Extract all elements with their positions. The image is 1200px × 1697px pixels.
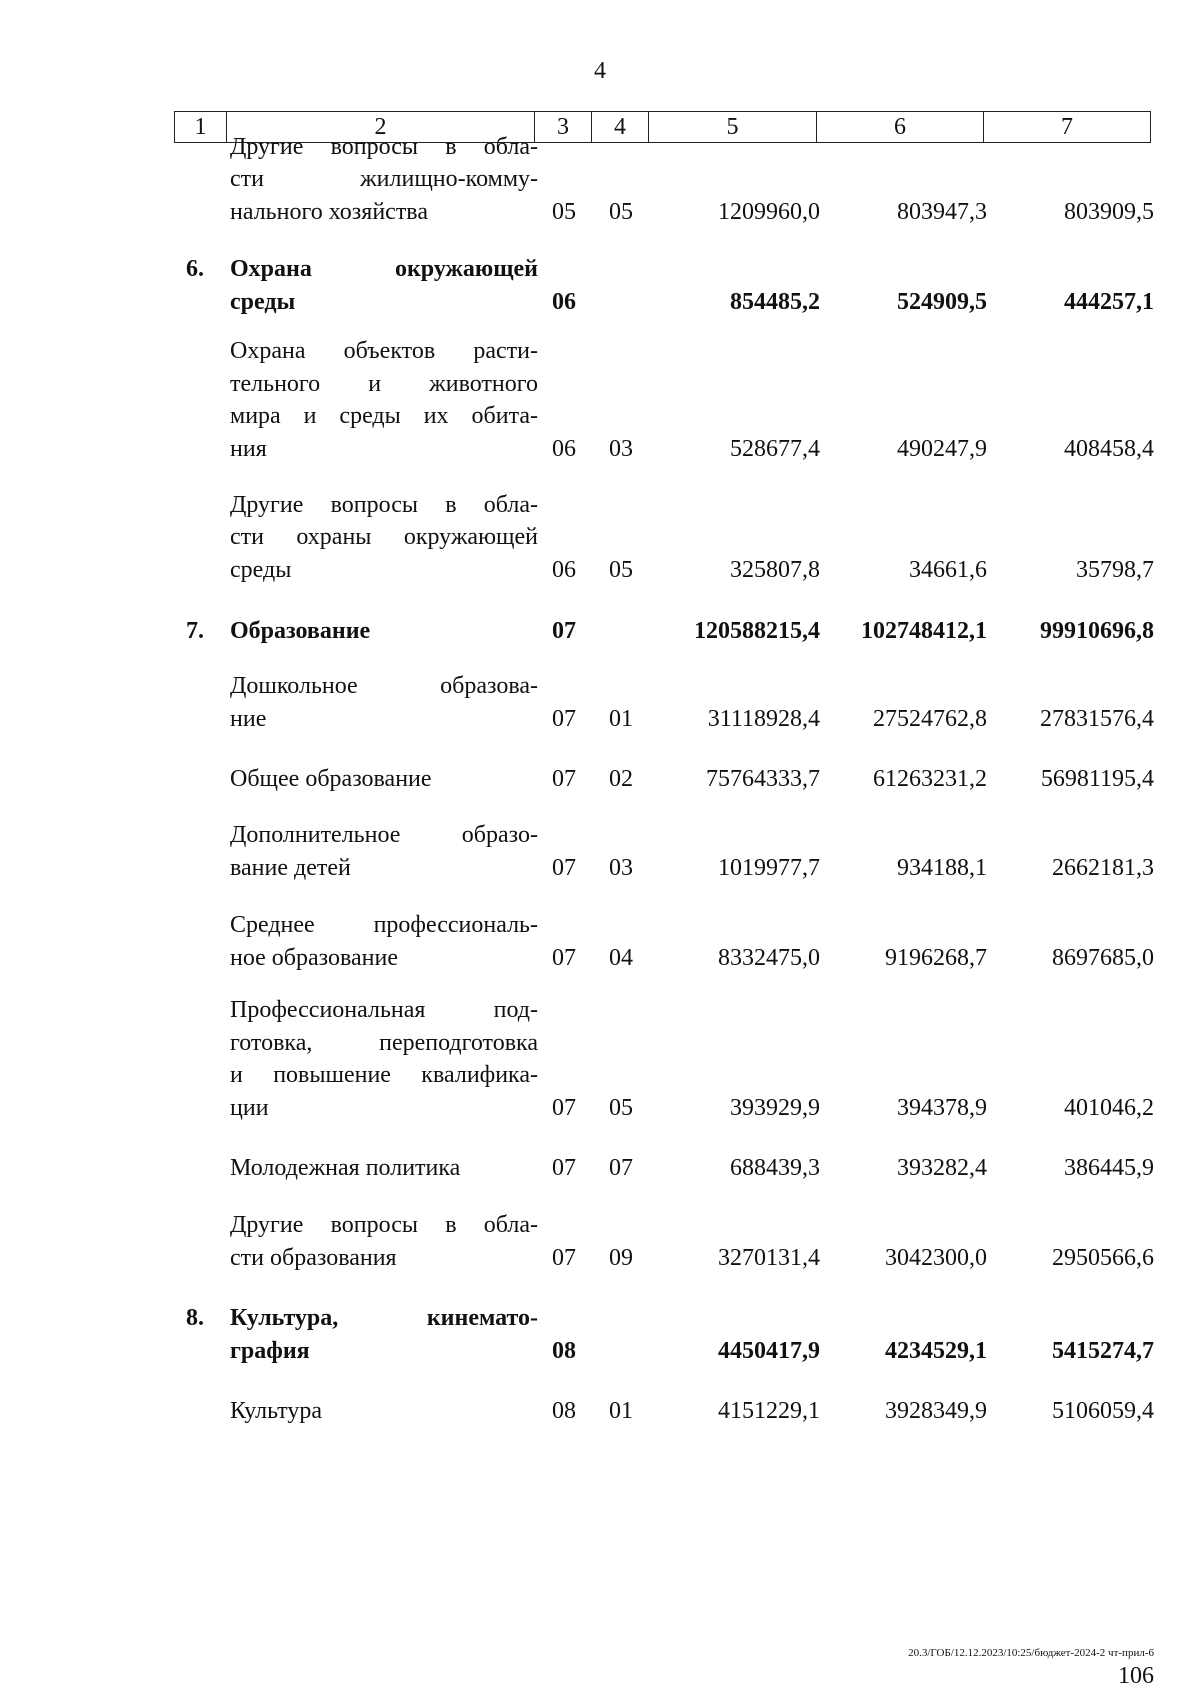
row-name-line: Другие вопросы в обла- — [230, 491, 538, 518]
page-number: 4 — [594, 58, 606, 84]
section-number: 6. — [186, 256, 204, 282]
cell-c4: 05 — [609, 1094, 633, 1121]
table-row — [0, 615, 1200, 648]
cell-c6: 490247,9 — [897, 435, 987, 462]
row-name-line: Дошкольное образова- — [230, 673, 538, 699]
table-row — [0, 335, 1200, 465]
row-name-line: тельного и животного — [230, 370, 538, 397]
cell-c5: 688439,3 — [730, 1154, 820, 1181]
row-name — [230, 1209, 538, 1274]
cell-c3: 07 — [552, 854, 576, 881]
row-name-line: сти жилищно-комму- — [230, 166, 538, 192]
table-row — [0, 489, 1200, 587]
cell-c5: 8332475,0 — [718, 944, 820, 971]
row-name-line: среды — [230, 556, 292, 583]
row-name-line: и повышение квалифика- — [230, 1062, 538, 1088]
row-name-line: нального хозяйства — [230, 198, 428, 225]
table-row — [0, 819, 1200, 884]
cell-c4: 02 — [609, 765, 633, 792]
table-row — [0, 763, 1200, 796]
row-name-line: Культура — [230, 1397, 322, 1424]
cell-c3: 07 — [552, 617, 576, 644]
cell-c5: 854485,2 — [730, 288, 820, 315]
cell-c4: 05 — [609, 556, 633, 583]
row-name — [230, 489, 538, 587]
row-name-line: Среднее профессиональ- — [230, 912, 538, 938]
header-cell-4: 4 — [592, 112, 649, 143]
cell-c7: 444257,1 — [1064, 288, 1154, 315]
table-row — [0, 1152, 1200, 1185]
header-cell-1: 1 — [175, 112, 227, 143]
cell-c5: 528677,4 — [730, 435, 820, 462]
row-name-line: Общее образование — [230, 765, 432, 792]
header-cell-3: 3 — [535, 112, 592, 143]
cell-c5: 120588215,4 — [694, 617, 820, 644]
cell-c5: 4450417,9 — [718, 1337, 820, 1364]
row-name-line: ное образование — [230, 944, 398, 971]
cell-c7: 27831576,4 — [1040, 705, 1154, 732]
row-name-line: среды — [230, 288, 296, 315]
cell-c5: 75764333,7 — [706, 765, 820, 792]
cell-c3: 07 — [552, 705, 576, 732]
cell-c6: 393282,4 — [897, 1154, 987, 1181]
row-name-line: Культура, кинемато- — [230, 1305, 538, 1331]
row-name — [230, 335, 538, 465]
row-name-line: графия — [230, 1337, 310, 1364]
row-name-line: Образование — [230, 617, 371, 644]
cell-c3: 07 — [552, 1094, 576, 1121]
cell-c7: 803909,5 — [1064, 198, 1154, 225]
cell-c3: 08 — [552, 1397, 576, 1424]
cell-c6: 34661,6 — [909, 556, 987, 583]
cell-c3: 07 — [552, 1244, 576, 1271]
cell-c6: 9196268,7 — [885, 944, 987, 971]
cell-c6: 394378,9 — [897, 1094, 987, 1121]
table-row — [0, 909, 1200, 974]
cell-c4: 09 — [609, 1244, 633, 1271]
row-name-line: Дополнительное образо- — [230, 822, 538, 848]
cell-c5: 393929,9 — [730, 1094, 820, 1121]
cell-c3: 07 — [552, 944, 576, 971]
header-cell-5: 5 — [649, 112, 817, 143]
cell-c6: 3042300,0 — [885, 1244, 987, 1271]
cell-c3: 06 — [552, 556, 576, 583]
cell-c3: 07 — [552, 1154, 576, 1181]
cell-c6: 4234529,1 — [885, 1337, 987, 1364]
row-name-line: сти образования — [230, 1244, 397, 1271]
cell-c4: 01 — [609, 705, 633, 732]
cell-c7: 5415274,7 — [1052, 1337, 1154, 1364]
row-name-line: Другие вопросы в обла- — [230, 133, 538, 160]
cell-c3: 07 — [552, 765, 576, 792]
cell-c6: 524909,5 — [897, 288, 987, 315]
cell-c3: 05 — [552, 198, 576, 225]
row-name — [230, 763, 538, 796]
cell-c3: 06 — [552, 435, 576, 462]
row-name — [230, 819, 538, 884]
header-cell-6: 6 — [817, 112, 984, 143]
cell-c7: 408458,4 — [1064, 435, 1154, 462]
row-name-line: Профессиональная под- — [230, 997, 538, 1023]
cell-c4: 05 — [609, 198, 633, 225]
cell-c6: 61263231,2 — [873, 765, 987, 792]
cell-c6: 102748412,1 — [861, 617, 987, 644]
cell-c7: 386445,9 — [1064, 1154, 1154, 1181]
cell-c5: 3270131,4 — [718, 1244, 820, 1271]
table-row — [0, 670, 1200, 735]
cell-c7: 401046,2 — [1064, 1094, 1154, 1121]
row-name-line: ния — [230, 435, 267, 462]
row-name-line: вание детей — [230, 854, 351, 881]
cell-c6: 27524762,8 — [873, 705, 987, 732]
row-name-line: Молодежная политика — [230, 1154, 461, 1181]
row-name — [230, 615, 538, 648]
table-row — [0, 1395, 1200, 1428]
table-row — [0, 253, 1200, 318]
cell-c4: 07 — [609, 1154, 633, 1181]
row-name — [230, 909, 538, 974]
cell-c3: 08 — [552, 1337, 576, 1364]
row-name-line: Другие вопросы в обла- — [230, 1212, 538, 1238]
row-name — [230, 1152, 538, 1185]
cell-c7: 2950566,6 — [1052, 1244, 1154, 1271]
cell-c4: 01 — [609, 1397, 633, 1424]
header-cell-7: 7 — [984, 112, 1151, 143]
document-id: 20.3/ГОБ/12.12.2023/10:25/бюджет-2024-2 чт-прил-6 — [908, 1647, 1154, 1659]
cell-c4: 03 — [609, 854, 633, 881]
section-number: 8. — [186, 1305, 204, 1331]
cell-c5: 4151229,1 — [718, 1397, 820, 1424]
cell-c7: 35798,7 — [1076, 556, 1154, 583]
header-cell-2: 2 — [227, 112, 535, 143]
table-row — [0, 994, 1200, 1124]
row-name — [230, 253, 538, 318]
cell-c7: 2662181,3 — [1052, 854, 1154, 881]
cell-c6: 803947,3 — [897, 198, 987, 225]
row-name-line: ние — [230, 705, 267, 732]
row-name — [230, 994, 538, 1124]
sheet-number: 106 — [1118, 1663, 1154, 1689]
row-name-line: сти охраны окружающей — [230, 524, 538, 550]
cell-c7: 56981195,4 — [1040, 765, 1154, 792]
row-name-line: ции — [230, 1094, 269, 1121]
cell-c5: 1209960,0 — [718, 198, 820, 225]
cell-c5: 325807,8 — [730, 556, 820, 583]
cell-c7: 99910696,8 — [1040, 617, 1154, 644]
row-name-line: готовка, переподготовка — [230, 1029, 538, 1056]
cell-c6: 3928349,9 — [885, 1397, 987, 1424]
row-name — [230, 131, 538, 229]
cell-c7: 5106059,4 — [1052, 1397, 1154, 1424]
table-row — [0, 1302, 1200, 1367]
cell-c4: 04 — [609, 944, 633, 971]
row-name-line: Охрана объектов расти- — [230, 338, 538, 364]
cell-c5: 31118928,4 — [707, 705, 820, 732]
row-name-line: Охрана окружающей — [230, 256, 538, 282]
table-row — [0, 131, 1200, 229]
cell-c3: 06 — [552, 288, 576, 315]
cell-c5: 1019977,7 — [718, 854, 820, 881]
row-name — [230, 670, 538, 735]
row-name — [230, 1302, 538, 1367]
cell-c6: 934188,1 — [897, 854, 987, 881]
row-name — [230, 1395, 538, 1428]
section-number: 7. — [186, 617, 204, 644]
cell-c7: 8697685,0 — [1052, 944, 1154, 971]
table-row — [0, 1209, 1200, 1274]
row-name-line: мира и среды их обита- — [230, 403, 538, 429]
cell-c4: 03 — [609, 435, 633, 462]
